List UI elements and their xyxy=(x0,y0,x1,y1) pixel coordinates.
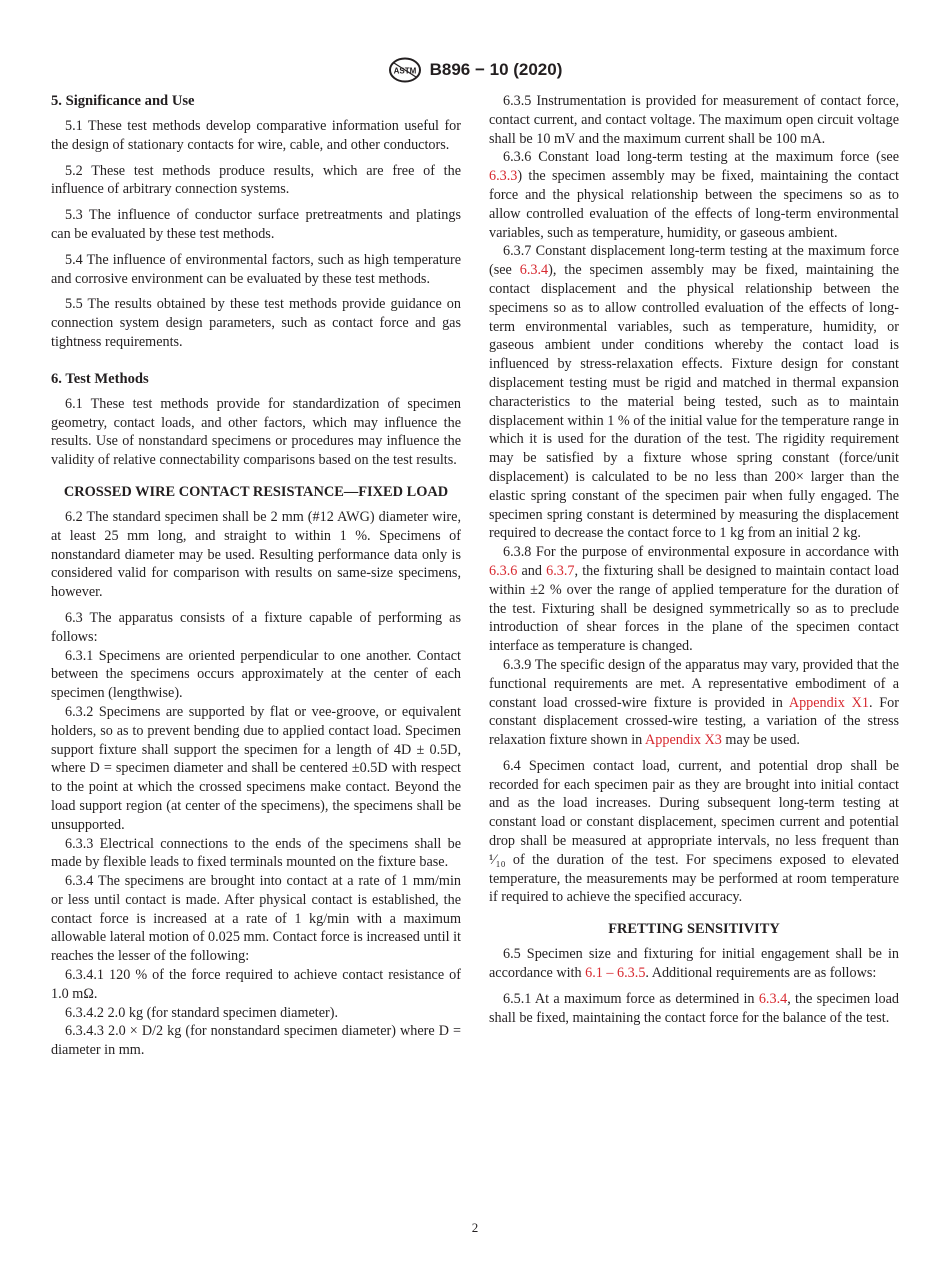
link-appendix-x1[interactable]: Appendix X1 xyxy=(788,694,869,711)
paragraph-text: , the specimen load shall be fixed, maintaining the contact force for the balance of the test. xyxy=(489,990,899,1026)
subheading-fretting: FRETTING SENSITIVITY xyxy=(608,921,780,938)
section-6-heading: 6. Test Methods xyxy=(51,370,149,387)
link-6-3-4-second[interactable]: 6.3.4 xyxy=(758,990,788,1007)
logo-text: ASTM xyxy=(393,66,416,76)
link-6-3-7[interactable]: 6.3.7 xyxy=(546,562,575,579)
paragraph-6-3-4-2: 6.3.4.2 2.0 kg (for standard specimen diameter). xyxy=(65,1004,339,1021)
paragraph-text: 6.3.9 The specific design of the apparatus may vary, provided that the functional requirements are met. A representative embodiment of a constant load crossed-wire fixture is provided in xyxy=(489,656,899,711)
paragraph-text: . Additional requirements are as follows: xyxy=(645,965,877,982)
subheading-crossed-wire: CROSSED WIRE CONTACT RESISTANCE—FIXED LOAD xyxy=(63,483,449,500)
paragraph-6-5 xyxy=(489,945,899,983)
link-6-3-6[interactable]: 6.3.6 xyxy=(489,562,518,579)
paragraph-6-2: 6.2 The standard specimen shall be 2 mm (#12 AWG) diameter wire, at least 25 mm long, and straight to within 1 %. Specimens of nonstandard diameter may be used. Resulting performance data only is considered valid for comparison with results on same-size specimens, however. xyxy=(51,508,461,601)
link-appendix-x3[interactable]: Appendix X3 xyxy=(645,732,722,749)
paragraph-6-3-9 xyxy=(489,656,899,750)
paragraph-6-3-3: 6.3.3 Electrical connections to the ends of the specimens shall be made by flexible leads to fixed terminals mounted on the fixture base. xyxy=(51,835,461,871)
paragraph-text: 6.3.6 Constant load long-term testing at the maximum force (see xyxy=(503,149,899,166)
paragraph-text: 6.5 Specimen size and fixturing for initial engagement shall be in accordance with xyxy=(489,946,899,982)
paragraph-5-3: 5.3 The influence of conductor surface pretreatments and platings can be evaluated by these test methods. xyxy=(51,207,461,242)
left-column xyxy=(51,92,461,1060)
section-5-heading: 5. Significance and Use xyxy=(51,93,195,109)
paragraph-6-3-8 xyxy=(489,543,899,656)
paragraph-6-3: 6.3 The apparatus consists of a fixture capable of performing as follows: xyxy=(51,609,461,645)
page-header xyxy=(0,56,950,84)
paragraph-text: 6.3.7 Constant displacement long-term testing at the maximum force (see xyxy=(489,243,899,279)
paragraph-6-5-1 xyxy=(489,990,899,1028)
paragraph-6-3-6 xyxy=(489,148,899,242)
paragraph-6-3-5: 6.3.5 Instrumentation is provided for measurement of contact force, contact current, and contact voltage. The maximum open circuit voltage shall be 10 mV and the maximum current shall be 100 mA. xyxy=(489,93,899,147)
link-6-1-to-6-3-5[interactable]: 6.1 – 6.3.5 xyxy=(585,965,646,982)
link-6-3-4[interactable]: 6.3.4 xyxy=(519,262,549,279)
page-number: 2 xyxy=(471,1220,479,1235)
paragraph-6-1: 6.1 These test methods provide for standardization of specimen geometry, contact loads, and other factors, which may influence the results. Use of nonstandard specimens or procedures may influence the validity of relative connectability comparisons based on the test results. xyxy=(51,395,461,469)
paragraph-text: 6.3.8 For the purpose of environmental exposure in accordance with xyxy=(503,544,899,561)
paragraph-text: ), the specimen assembly may be fixed, maintaining the contact displacement and the physical relationship between the specimens so as to allow controlled evaluation of the effects of long-term environmental variables, such as temperature, humidity, or gaseous ambient under conditions whereby the contact load is influenced by stress-relaxation effects. Fixture design for constant displacement testing must be rigid and matched in thermal expansion characteristics to the material being tested, such as to maintain displacement within 1 % of the initial value for the temperature range in which it is used for the duration of the test. The rigidity requirement may be satisfied by a fixture whose spring constant (force/unit displacement) is calculated to be no less than 200× larger than the elastic spring constant of the specimen pair when fully engaged. The specimen spring constant is determined by measuring the displacement required to decrease the contact force to 1 kg from an initial 2 kg. xyxy=(489,262,899,542)
right-column xyxy=(489,92,899,1027)
paragraph-6-3-4-1: 6.3.4.1 120 % of the force required to achieve contact resistance of 1.0 mΩ. xyxy=(51,967,461,1002)
astm-logo-icon xyxy=(388,57,422,83)
paragraph-6-3-4-3: 6.3.4.3 2.0 × D/2 kg (for nonstandard specimen diameter) where D = diameter in mm. xyxy=(51,1023,461,1059)
link-6-3-3[interactable]: 6.3.3 xyxy=(489,168,518,185)
paragraph-5-2: 5.2 These test methods produce results, which are free of the influence of arbitrary connection systems. xyxy=(51,162,461,198)
paragraph-text: and xyxy=(517,562,547,579)
paragraph-6-3-1: 6.3.1 Specimens are oriented perpendicular to one another. Contact between the specimens occurs approximately at the center of each specimen (lengthwise). xyxy=(51,647,461,702)
paragraph-text: may be used. xyxy=(721,732,800,749)
paragraph-6-3-7 xyxy=(489,242,899,543)
paragraph-text: ) the specimen assembly may be fixed, maintaining the contact force and the physical relationship between the specimens so as to allow controlled evaluation of the effects of long-term environmental variables, such as temperature, humidity, or gaseous ambient. xyxy=(489,168,899,241)
paragraph-6-3-4: 6.3.4 The specimens are brought into contact at a rate of 1 mm/min or less until contact is made. After physical contact is established, the contact force is increased at a rate of 1 kg/min with a maximum allowable lateral motion of 0.025 mm. Contact force is increased until it reaches the lesser of the following: xyxy=(51,873,461,965)
designation-title: B896 − 10 (2020) xyxy=(429,60,563,79)
paragraph-5-5: 5.5 The results obtained by these test methods provide guidance on connection system design parameters, such as contact force and gas tightness requirements. xyxy=(51,296,461,350)
paragraph-text: . For constant displacement crossed-wire testing, a variation of the stress relaxation fixture shown in xyxy=(489,694,900,749)
paragraph-6-4: 6.4 Specimen contact load, current, and potential drop shall be recorded for each specimen pair as they are brought into initial contact and as the load increases. During subsequent long-term testing at constant load or constant displacement, specimen current and potential drop shall be measured at appropriate intervals, no less frequent than ¹⁄₁₀ of the duration of the test. For specimens exposed to elevated temperature, the measurements may be performed at room temperature if required to achieve the specified accuracy. xyxy=(489,757,899,906)
paragraph-5-4: 5.4 The influence of environmental factors, such as high temperature and corrosive environment can be evaluated by these test methods. xyxy=(51,251,461,287)
paragraph-text: 6.5.1 At a maximum force as determined in xyxy=(503,990,759,1007)
paragraph-6-3-2: 6.3.2 Specimens are supported by flat or vee-groove, or equivalent holders, so as to prevent bending due to applied contact load. Specimen support fixture shall support the specimen for a length of 4D ± 0.5D, where D = specimen diameter and shall be centered ±0.5D with respect to the point at which the crossed specimens make contact. Beyond the load support region (at center of the specimens), the specimens shall be unsupported. xyxy=(51,703,461,833)
paragraph-5-1: 5.1 These test methods develop comparative information useful for the design of stationary contacts for wire, cable, and other conductors. xyxy=(51,118,461,153)
paragraph-text: , the fixturing shall be designed to maintain contact load within ±2 % over the range of applied temperature for the duration of the test. Fixturing shall be designed symmetrically so as to preclude introduction of shear forces in the plane of the specimen contact interface as temperature is changed. xyxy=(489,562,899,655)
